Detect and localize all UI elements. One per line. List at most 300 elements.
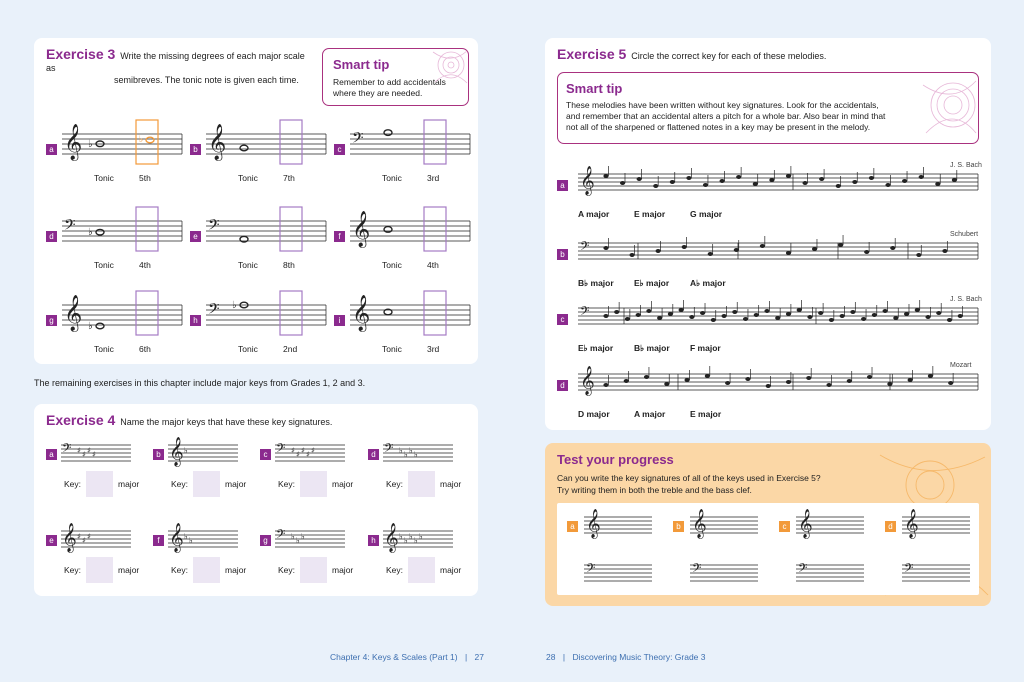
missing-degree-label: 3rd [427, 173, 440, 183]
key-option[interactable]: E♭ major [578, 343, 614, 353]
treble-clef-icon: 𝄞 [62, 522, 77, 552]
key-option[interactable]: D major [578, 409, 610, 419]
flat-icon: ♭ [184, 446, 188, 455]
bass-clef-icon: 𝄢 [208, 216, 220, 238]
exercise5-tip-title: Smart tip [566, 81, 623, 96]
treble-clef-icon: 𝄞 [169, 522, 184, 552]
missing-degree-label: 8th [283, 260, 295, 270]
flat-icon: ♭ [409, 446, 413, 455]
melody-note [670, 180, 675, 184]
melody-note [679, 308, 684, 312]
melody-note [948, 381, 953, 385]
footer-chapter: Chapter 4: Keys & Scales (Part 1) [330, 652, 458, 662]
key-signature-writing-staff[interactable] [584, 508, 654, 583]
melody-note [721, 314, 726, 318]
exercise3-heading [46, 48, 316, 86]
answer-box[interactable] [280, 207, 302, 251]
exercise5-tip-line-1: These melodies have been written without key signatures. Look for the accidentals, [566, 100, 879, 110]
key-answer-box[interactable] [300, 557, 327, 583]
key-label: Key: [171, 565, 189, 575]
flat-icon: ♭ [301, 532, 305, 541]
melody-note [838, 243, 843, 247]
exercise4-item-label: h [368, 535, 379, 546]
answer-box[interactable] [424, 120, 446, 164]
melody-note [867, 375, 872, 379]
melody-note [904, 312, 909, 316]
given-degree-label: Tonic [94, 260, 114, 270]
key-signature-writing-staff[interactable] [690, 508, 760, 583]
exercise3-item-label: f [334, 231, 345, 242]
key-option[interactable]: B♭ major [634, 343, 670, 353]
melody-note [836, 184, 841, 188]
key-signature-staff [168, 522, 240, 559]
melody-note [603, 314, 608, 318]
treble-clef-icon: 𝄞 [580, 165, 595, 195]
melody-note [689, 315, 694, 319]
footer-left-page: 27 [474, 652, 484, 662]
melody-note [786, 251, 791, 255]
key-label: Key: [171, 479, 189, 489]
sharp-icon: ♯ [82, 450, 86, 459]
bass-clef-icon: 𝄢 [904, 562, 914, 579]
footer-book: Discovering Music Theory: Grade 3 [572, 652, 706, 662]
flat-icon: ♭ [419, 532, 423, 541]
melody-note [826, 383, 831, 387]
melody-note [885, 183, 890, 187]
exercise3-instruction-2: semibreves. The tonic note is given each time. [114, 75, 299, 85]
key-signature-staff [383, 443, 455, 473]
bass-clef-icon: 𝄢 [208, 300, 220, 322]
melody-note [819, 177, 824, 181]
melody-note [629, 253, 634, 257]
melody-note [766, 384, 771, 388]
tonic-note [96, 229, 104, 235]
exercise5-tip-line-3: not all of the sharpened or flattened notes in a key may be present in the melody. [566, 122, 871, 132]
melody-note [936, 311, 941, 315]
flat-icon: ♭ [88, 227, 93, 239]
melody-note [807, 315, 812, 319]
flat-icon: ♭ [88, 138, 93, 150]
exercise3-item-label: d [46, 231, 57, 242]
exercise3-staff [62, 124, 190, 172]
floral-decoration-icon [918, 75, 978, 137]
flat-icon: ♭ [189, 536, 193, 545]
exercise3-title: Exercise 3 [46, 46, 116, 62]
exercise3-smart-tip [322, 48, 469, 106]
melody-note [644, 375, 649, 379]
exercise5-title: Exercise 5 [557, 46, 627, 62]
melody-note [829, 318, 834, 322]
melody-staff [578, 239, 978, 279]
flat-icon: ♭ [291, 532, 295, 541]
exercise4-item-label: c [260, 449, 271, 460]
answer-note [146, 137, 154, 143]
exercise3-item-label: b [190, 144, 201, 155]
melody-note [700, 311, 705, 315]
melody-note [915, 308, 920, 312]
missing-degree-label: 5th [139, 173, 151, 183]
sharp-icon: ♯ [77, 446, 81, 455]
given-degree-label: Tonic [382, 173, 402, 183]
sharp-icon: ♯ [291, 446, 295, 455]
key-answer-box[interactable] [86, 471, 113, 497]
treble-clef-icon: 𝄞 [169, 436, 184, 466]
key-label: Key: [64, 565, 82, 575]
melody-note [947, 318, 952, 322]
treble-clef-icon: 𝄞 [384, 522, 399, 552]
exercise5-instruction: Circle the correct key for each of these melodies. [631, 51, 827, 61]
key-option[interactable]: F major [690, 343, 721, 353]
melody-note [928, 374, 933, 378]
melody-note [720, 179, 725, 183]
key-option[interactable]: A♭ major [690, 278, 726, 288]
bass-clef-icon: 𝄢 [586, 562, 596, 579]
major-label: major [225, 565, 247, 575]
melody-note [637, 177, 642, 181]
answer-box[interactable] [280, 291, 302, 335]
answer-box[interactable] [136, 207, 158, 251]
treble-clef-icon: 𝄞 [352, 211, 371, 247]
melody-note [952, 178, 957, 182]
missing-degree-label: 2nd [283, 344, 298, 354]
treble-clef-icon: 𝄞 [798, 508, 813, 538]
melody-note [883, 309, 888, 313]
melody-note [760, 244, 765, 248]
exercise3-item-label: g [46, 315, 57, 326]
melody-note [812, 247, 817, 251]
major-label: major [332, 479, 354, 489]
key-option[interactable]: E major [634, 209, 666, 219]
exercise3-staff [350, 211, 478, 259]
bass-clef-icon: 𝄢 [64, 216, 76, 238]
given-degree-label: Tonic [238, 260, 258, 270]
exercise4-item-label: g [260, 535, 271, 546]
melody-note [734, 248, 739, 252]
exercise3-staff [350, 295, 478, 343]
exercise5-tip-line-2: and remember that an accidental alters a pitch for a whole bar. Also bear in mind that [566, 111, 886, 121]
tonic-note [96, 323, 104, 329]
sharp-icon: ♯ [87, 446, 91, 455]
sharp-icon: ♯ [296, 450, 300, 459]
key-signature-staff [275, 443, 347, 473]
composer-name: J. S. Bach [950, 296, 982, 303]
exercise3-item-label: i [334, 315, 345, 326]
missing-degree-label: 7th [283, 173, 295, 183]
melody-note [732, 310, 737, 314]
key-signature-staff [383, 522, 455, 559]
melody-note [711, 318, 716, 322]
bass-clef-icon: 𝄢 [276, 528, 286, 545]
footer-right: 28 | Discovering Music Theory: Grade 3 [546, 652, 706, 662]
flat-icon: ♭ [88, 321, 93, 332]
key-signature-writing-staff[interactable] [796, 508, 866, 583]
exercise5-smart-tip [557, 72, 979, 144]
melody-note [745, 377, 750, 381]
exercise3-tip-line-1: Remember to add accidentals [333, 77, 446, 87]
bass-clef-icon: 𝄢 [580, 240, 590, 257]
melody-note [614, 310, 619, 314]
melody-note [942, 249, 947, 253]
remaining-exercises-note: The remaining exercises in this chapter include major keys from Grades 1, 2 and 3. [34, 378, 366, 388]
flat-icon: ♭ [414, 536, 418, 545]
melody-note [653, 184, 658, 188]
key-label: Key: [386, 565, 404, 575]
key-signature-staff [61, 443, 133, 473]
given-degree-label: Tonic [94, 344, 114, 354]
exercise4-title: Exercise 4 [46, 412, 116, 428]
key-option[interactable]: E major [690, 409, 722, 419]
melody-note [625, 317, 630, 321]
footer-bar [0, 645, 1024, 682]
major-label: major [440, 565, 462, 575]
exercise3-item-label: h [190, 315, 201, 326]
missing-degree-label: 6th [139, 344, 151, 354]
melody-note [603, 174, 608, 178]
melody-note [786, 312, 791, 316]
treble-clef-icon: 𝄞 [580, 365, 595, 395]
melody-note [908, 378, 913, 382]
exercise4-heading [46, 414, 446, 428]
composer-name: Mozart [950, 362, 972, 369]
exercise3-staff [350, 124, 478, 172]
melody-note [797, 308, 802, 312]
given-degree-label: Tonic [382, 260, 402, 270]
exercise4-item-label: d [368, 449, 379, 460]
exercise5-melody-label: b [557, 249, 568, 260]
exercise4-item-label: f [153, 535, 164, 546]
bass-clef-icon: 𝄢 [798, 562, 808, 579]
test-progress-label: d [885, 521, 896, 532]
key-signature-staff [61, 522, 133, 559]
major-label: major [118, 565, 140, 575]
exercise4-item-label: e [46, 535, 57, 546]
melody-note [743, 317, 748, 321]
tonic-note [384, 227, 392, 233]
melody-note [725, 381, 730, 385]
melody-note [753, 182, 758, 186]
flat-icon: ♭ [399, 446, 403, 455]
test-progress-line-1: Can you write the key signatures of all of the keys used in Exercise 5? [557, 473, 821, 483]
test-progress-label: a [567, 521, 578, 532]
exercise4-item-label: b [153, 449, 164, 460]
exercise3-staff [206, 295, 334, 343]
floral-decoration-icon [423, 47, 468, 87]
melody-note [916, 253, 921, 257]
key-label: Key: [386, 479, 404, 489]
sharp-icon: ♯ [77, 532, 81, 541]
bass-clef-icon: 𝄢 [580, 305, 590, 322]
missing-degree-label: 4th [139, 260, 151, 270]
answer-box[interactable] [136, 291, 158, 335]
sharp-icon: ♯ [92, 450, 96, 459]
key-signature-staff [168, 436, 240, 473]
melody-note [935, 182, 940, 186]
melody-note [902, 179, 907, 183]
answer-box[interactable] [424, 291, 446, 335]
melody-note [890, 246, 895, 250]
exercise5-heading [557, 48, 957, 62]
flat-icon: ♭ [399, 532, 403, 541]
flat-icon: ♭ [409, 532, 413, 541]
melody-note [636, 313, 641, 317]
key-option[interactable]: B♭ major [578, 278, 614, 288]
footer-right-page: 28 [546, 652, 556, 662]
treble-clef-icon: 𝄞 [904, 508, 919, 538]
melody-note [887, 382, 892, 386]
melody-note [703, 183, 708, 187]
sharp-icon: ♯ [82, 536, 86, 545]
melody-note [850, 310, 855, 314]
melody-note [686, 176, 691, 180]
melody-note [864, 250, 869, 254]
answer-box[interactable] [424, 207, 446, 251]
melody-note [786, 174, 791, 178]
tonic-note [240, 145, 248, 151]
exercise3-staff [206, 124, 334, 172]
bass-clef-icon: 𝄢 [692, 562, 702, 579]
test-progress-label: b [673, 521, 684, 532]
melody-note [646, 309, 651, 313]
key-signature-staff [275, 529, 347, 559]
sharp-icon: ♯ [311, 446, 315, 455]
melody-note [852, 180, 857, 184]
treble-clef-icon: 𝄞 [64, 295, 83, 331]
melody-note [861, 317, 866, 321]
sharp-icon: ♯ [306, 450, 310, 459]
exercise5-melody-label: a [557, 180, 568, 191]
melody-note [682, 245, 687, 249]
melody-note [708, 252, 713, 256]
test-progress-label: c [779, 521, 790, 532]
flat-icon: ♭ [139, 135, 144, 145]
given-degree-label: Tonic [238, 344, 258, 354]
exercise5-melody-label: d [557, 380, 568, 391]
missing-degree-label: 4th [427, 260, 439, 270]
melody-note [818, 311, 823, 315]
key-answer-box[interactable] [193, 471, 220, 497]
exercise3-instruction-1: Write the missing degrees of each major scale as [46, 51, 305, 73]
bass-clef-icon: 𝄢 [276, 442, 286, 459]
flat-icon: ♭ [404, 450, 408, 459]
given-degree-label: Tonic [94, 173, 114, 183]
missing-degree-label: 3rd [427, 344, 440, 354]
key-answer-box[interactable] [193, 557, 220, 583]
melody-note [656, 249, 661, 253]
melody-note [769, 178, 774, 182]
melody-note [847, 379, 852, 383]
melody-note [685, 378, 690, 382]
treble-clef-icon: 𝄞 [352, 295, 371, 331]
key-answer-box[interactable] [300, 471, 327, 497]
exercise3-item-label: a [46, 144, 57, 155]
given-degree-label: Tonic [382, 344, 402, 354]
composer-name: Schubert [950, 231, 979, 238]
key-answer-box[interactable] [408, 471, 435, 497]
key-label: Key: [278, 565, 296, 575]
melody-note [840, 314, 845, 318]
footer-left: Chapter 4: Keys & Scales (Part 1) | 27 [330, 652, 484, 662]
exercise3-item-label: c [334, 144, 345, 155]
melody-note [603, 246, 608, 250]
given-degree-label: Tonic [238, 173, 258, 183]
melody-note [893, 316, 898, 320]
exercise4-item-label: a [46, 449, 57, 460]
answer-box[interactable] [280, 120, 302, 164]
key-option[interactable]: G major [690, 209, 723, 219]
major-label: major [225, 479, 247, 489]
melody-note [624, 379, 629, 383]
melody-note [620, 181, 625, 185]
bass-clef-icon: 𝄢 [352, 129, 364, 151]
exercise3-staff [62, 211, 190, 259]
melody-staff [578, 304, 978, 344]
exercise3-item-label: e [190, 231, 201, 242]
flat-icon: ♭ [296, 536, 300, 545]
exercise4-instruction: Name the major keys that have these key signatures. [120, 417, 333, 427]
melody-note [925, 315, 930, 319]
treble-clef-icon: 𝄞 [64, 124, 83, 160]
melody-note [919, 175, 924, 179]
melody-note [775, 316, 780, 320]
key-option[interactable]: A major [634, 409, 666, 419]
treble-clef-icon: 𝄞 [692, 508, 707, 538]
sharp-icon: ♯ [87, 532, 91, 541]
treble-clef-icon: 𝄞 [586, 508, 601, 538]
tonic-note [384, 130, 392, 136]
composer-name: J. S. Bach [950, 162, 982, 169]
key-answer-box[interactable] [408, 557, 435, 583]
exercise3-staff [206, 211, 334, 259]
melody-note [802, 181, 807, 185]
key-signature-writing-staff[interactable] [902, 508, 972, 583]
major-label: major [118, 479, 140, 489]
test-progress-line-2: Try writing them in both the treble and the bass clef. [557, 485, 752, 495]
exercise3-staff [62, 295, 190, 343]
bass-clef-icon: 𝄢 [62, 442, 72, 459]
melody-note [872, 313, 877, 317]
melody-note [736, 175, 741, 179]
major-label: major [440, 479, 462, 489]
flat-icon: ♭ [404, 536, 408, 545]
key-label: Key: [278, 479, 296, 489]
flat-icon: ♭ [414, 450, 418, 459]
key-option[interactable]: E♭ major [634, 278, 670, 288]
key-answer-box[interactable] [86, 557, 113, 583]
melody-note [705, 374, 710, 378]
melody-note [754, 313, 759, 317]
bass-clef-icon: 𝄢 [384, 442, 394, 459]
test-progress-title: Test your progress [557, 452, 674, 467]
sharp-icon: ♯ [301, 446, 305, 455]
melody-note [958, 314, 963, 318]
exercise5-melody-label: c [557, 314, 568, 325]
melody-note [603, 383, 608, 387]
melody-note [786, 380, 791, 384]
key-option[interactable]: A major [578, 209, 610, 219]
exercise3-tip-line-2: where they are needed. [333, 88, 423, 98]
key-label: Key: [64, 479, 82, 489]
flat-icon: ♭ [232, 300, 237, 311]
melody-note [806, 376, 811, 380]
melody-note [657, 316, 662, 320]
melody-note [664, 382, 669, 386]
melody-note [869, 176, 874, 180]
treble-clef-icon: 𝄞 [208, 124, 227, 160]
melody-note [668, 312, 673, 316]
exercise3-tip-title: Smart tip [333, 57, 390, 72]
major-label: major [332, 565, 354, 575]
melody-note [764, 309, 769, 313]
